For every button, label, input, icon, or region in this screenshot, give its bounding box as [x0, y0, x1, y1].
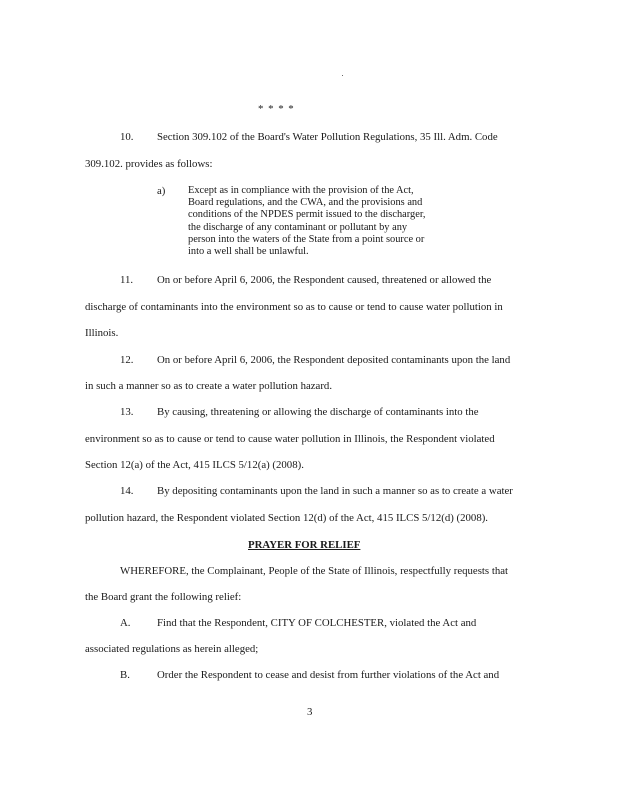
paragraph-10-line-1: Section 309.102 of the Board's Water Pollution Regulations, 35 Ill. Adm. Code: [157, 131, 498, 143]
scan-speck: [342, 75, 343, 76]
quote-line: person into the waters of the State from a point source or: [188, 233, 425, 245]
relief-item-a-label: A.: [120, 617, 131, 629]
quote-line: the discharge of any contaminant or pollutant by any: [188, 221, 408, 233]
paragraph-11-line-1: On or before April 6, 2006, the Respondent caused, threatened or allowed the: [157, 274, 492, 286]
paragraph-12-line-2: in such a manner so as to create a water pollution hazard.: [85, 380, 333, 392]
wherefore-line-2: the Board grant the following relief:: [85, 591, 242, 603]
paragraph-14-line-2: pollution hazard, the Respondent violated Section 12(d) of the Act, 415 ILCS 5/12(d) (2008).: [85, 512, 489, 524]
quote-line: conditions of the NPDES permit issued to the discharger,: [188, 209, 426, 221]
quote-line: Except as in compliance with the provision of the Act,: [188, 185, 414, 196]
relief-item-b-line-1: Order the Respondent to cease and desist from further violations of the Act and: [157, 669, 500, 681]
paragraph-11-line-3: Illinois.: [85, 327, 119, 339]
paragraph-14-line-1: By depositing contaminants upon the land in such a manner so as to create a water: [157, 485, 513, 497]
paragraph-number-10: 10.: [120, 131, 134, 143]
page-number: 3: [307, 706, 313, 718]
relief-item-a-line-1: Find that the Respondent, CITY OF COLCHESTER, violated the Act and: [157, 617, 477, 629]
paragraph-number-13: 13.: [120, 406, 134, 418]
paragraph-13-line-3: Section 12(a) of the Act, 415 ILCS 5/12(a) (2008).: [85, 459, 304, 471]
paragraph-number-11: 11.: [120, 274, 134, 286]
paragraph-11-line-2: discharge of contaminants into the environment so as to cause or tend to cause water pollution in: [85, 301, 503, 313]
quote-label: a): [157, 185, 166, 197]
paragraph-12-line-1: On or before April 6, 2006, the Respondent deposited contaminants upon the land: [157, 354, 511, 366]
prayer-for-relief-heading: PRAYER FOR RELIEF: [248, 539, 361, 551]
wherefore-line-1: WHEREFORE, the Complainant, People of the State of Illinois, respectfully requests that: [120, 565, 509, 577]
paragraph-number-14: 14.: [120, 485, 134, 497]
paragraph-13-line-2: environment so as to cause or tend to cause water pollution in Illinois, the Respondent violated: [85, 433, 495, 445]
block-quote: [188, 185, 425, 258]
quote-line: Board regulations, and the CWA, and the provisions and: [188, 197, 423, 209]
paragraph-10-line-2: 309.102. provides as follows:: [85, 158, 213, 170]
paragraph-number-12: 12.: [120, 354, 134, 366]
section-break-stars: * * * *: [258, 103, 295, 115]
relief-item-a-line-2: associated regulations as herein alleged;: [85, 643, 259, 655]
paragraph-13-line-1: By causing, threatening or allowing the discharge of contaminants into the: [157, 406, 479, 418]
quote-line: into a well shall be unlawful.: [188, 246, 309, 258]
relief-item-b-label: B.: [120, 669, 130, 681]
